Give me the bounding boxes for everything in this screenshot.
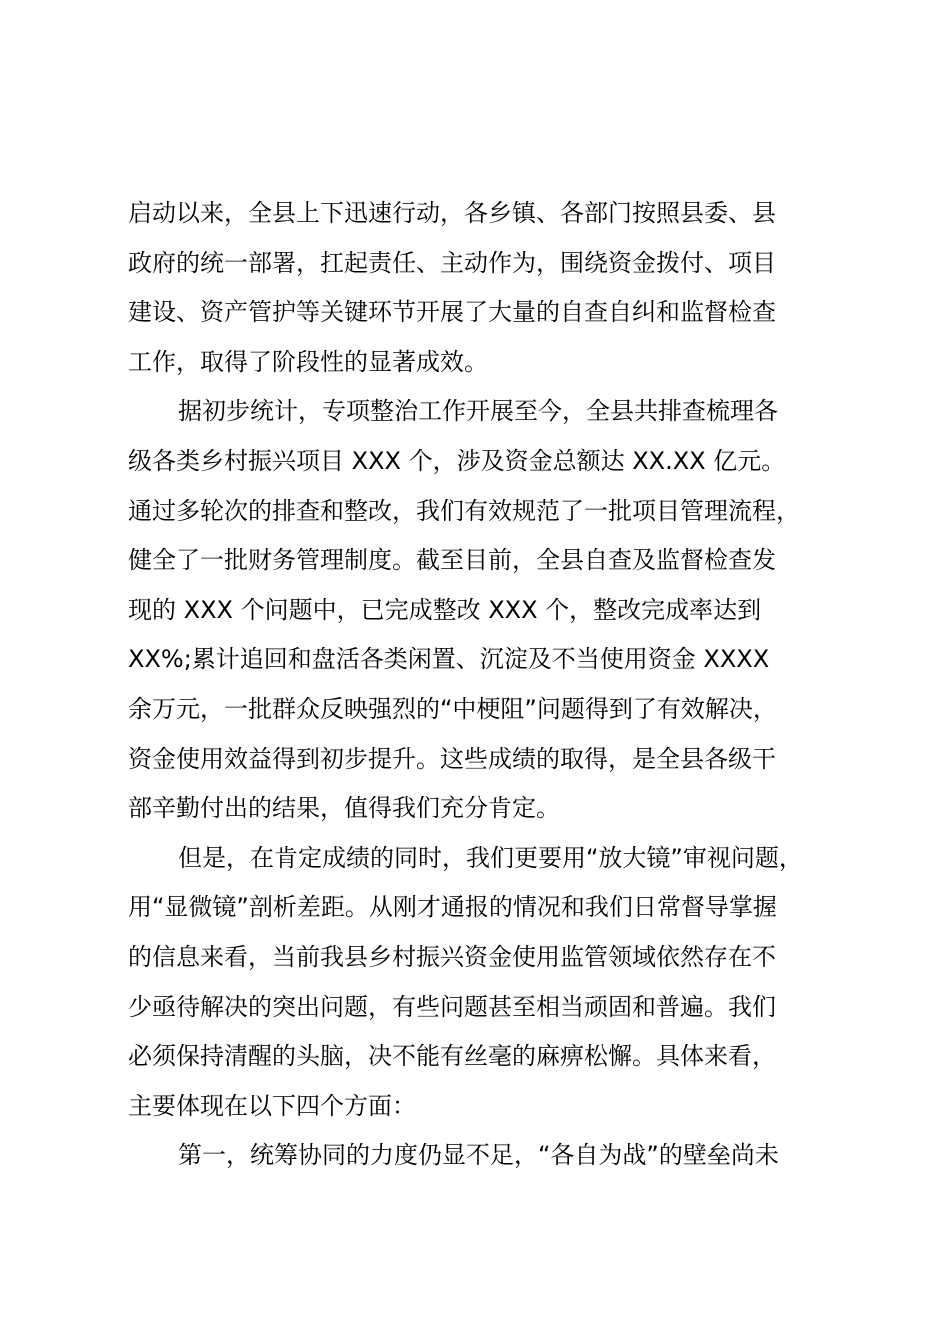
text-line: 现的 XXX 个问题中，已完成整改 XXX 个，整改完成率达到	[128, 595, 762, 624]
body-text	[128, 189, 828, 1181]
text-line: 用“显微镜”剖析差距。从刚才通报的情况和我们日常督导掌握	[128, 893, 777, 922]
text-line: 资金使用效益得到初步提升。这些成绩的取得，是全县各级干	[128, 744, 776, 773]
paragraph-4	[128, 1131, 828, 1181]
text-line: 第一，统筹协同的力度仍显不足，“各自为战”的壁垒尚未	[178, 1141, 779, 1170]
text-line: 但是，在肯定成绩的同时，我们更要用“放大镜”审视问题，	[178, 843, 803, 872]
text-line: 必须保持清醒的头脑，决不能有丝毫的麻痹松懈。具体来看，	[128, 1042, 776, 1071]
text-line: 级各类乡村振兴项目 XXX 个，涉及资金总额达 XX.XX 亿元。	[128, 446, 786, 475]
text-line: 的信息来看，当前我县乡村振兴资金使用监管领域依然存在不	[128, 942, 776, 971]
text-line: 余万元，一批群众反映强烈的“中梗阻”问题得到了有效解决，	[128, 694, 777, 723]
text-line: 据初步统计，专项整治工作开展至今，全县共排查梳理各	[178, 397, 778, 426]
paragraph-1	[128, 189, 828, 387]
text-line: 通过多轮次的排查和整改，我们有效规范了一批项目管理流程，	[128, 496, 800, 525]
text-line: 建设、资产管护等关键环节开展了大量的自查自纠和监督检查	[128, 298, 776, 327]
text-line: 健全了一批财务管理制度。截至目前，全县自查及监督检查发	[128, 546, 776, 575]
text-line: 启动以来，全县上下迅速行动，各乡镇、各部门按照县委、县	[128, 199, 776, 227]
paragraph-2	[128, 387, 828, 833]
text-line: 工作，取得了阶段性的显著成效。	[128, 347, 488, 376]
text-line: 部辛勤付出的结果，值得我们充分肯定。	[128, 794, 560, 823]
text-line: XX%;累计追回和盘活各类闲置、沉淀及不当使用资金 XXXX	[128, 645, 770, 674]
paragraph-3	[128, 834, 828, 1132]
text-line: 政府的统一部署，扛起责任、主动作为，围绕资金拨付、项目	[128, 248, 776, 277]
text-line: 主要体现在以下四个方面：	[128, 1091, 416, 1120]
text-line: 少亟待解决的突出问题，有些问题甚至相当顽固和普遍。我们	[128, 992, 776, 1021]
